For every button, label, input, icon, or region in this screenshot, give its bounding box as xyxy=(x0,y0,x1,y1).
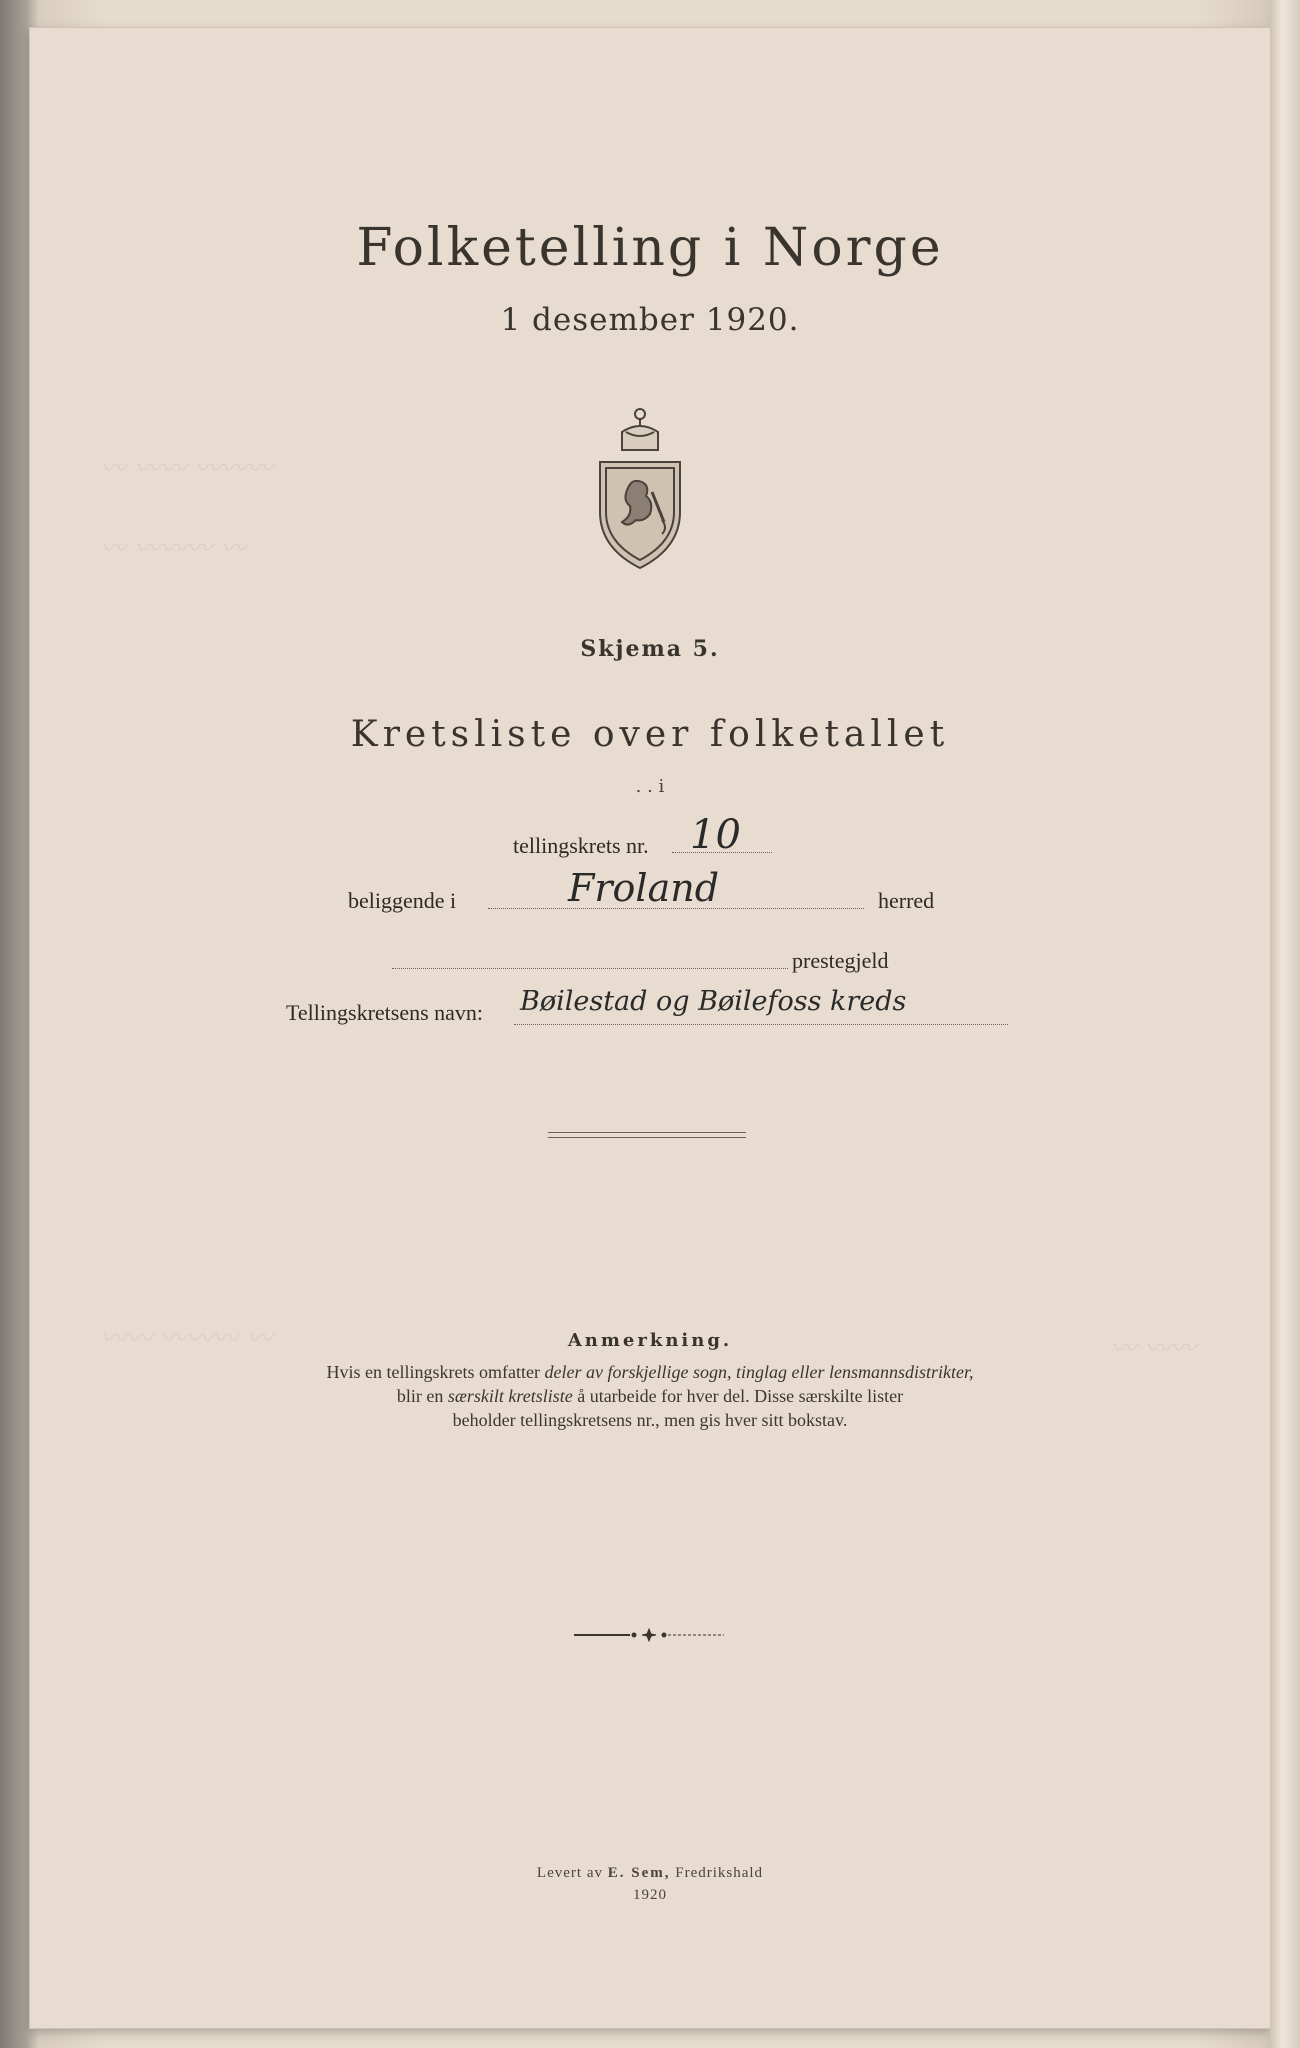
note-line-2-italic: særskilt kretsliste xyxy=(447,1386,573,1406)
note-body xyxy=(0,1360,1300,1432)
note-line-1-text: Hvis en tellingskrets omfatter xyxy=(326,1362,545,1382)
prestegjeld-label: prestegjeld xyxy=(792,948,889,973)
beliggende-label: beliggende i xyxy=(348,888,457,913)
bleed-through-marks: 〰 〰〰 〰〰〰 xyxy=(100,454,273,484)
bleed-through-marks: 〰 〰〰〰 〰 xyxy=(100,534,247,564)
beliggende-value: Froland xyxy=(568,866,720,910)
separator-line xyxy=(548,1137,746,1138)
note-line-1-italic: deler av forskjellige sogn, tinglag eller lensmannsdistrikter, xyxy=(544,1362,974,1382)
schema-number: Skjema 5. xyxy=(580,636,720,662)
printer-city: Fredrikshald xyxy=(670,1865,764,1881)
note-line-2-rest: å utarbeide for hver del. Disse særskilte lister xyxy=(572,1386,904,1406)
separator-line xyxy=(548,1132,746,1133)
page-title: Folketelling i Norge xyxy=(356,218,944,278)
bleed-through-marks: 〰 〰〰 xyxy=(1110,1334,1197,1364)
tellingskrets-value: 10 xyxy=(690,812,741,858)
ornament-divider-icon xyxy=(574,1628,724,1642)
note-title: Anmerkning. xyxy=(567,1330,733,1351)
note-line-3: beholder tellingskretsens nr., men gis hver sitt bokstav. xyxy=(452,1410,848,1430)
note-line-2 xyxy=(0,1384,1300,1408)
printer-line xyxy=(0,1862,1300,1884)
printer-prefix: Levert av xyxy=(536,1865,608,1881)
kretsnavn-value: Bøilestad og Bøilefoss kreds xyxy=(520,986,907,1017)
norwegian-coat-of-arms-icon xyxy=(592,402,688,570)
printer-name: E. Sem, xyxy=(607,1865,671,1881)
i-line: . . i xyxy=(635,776,665,797)
herred-label: herred xyxy=(878,888,935,913)
kretsnavn-label: Tellingskretsens navn: xyxy=(286,1000,484,1025)
printer-year: 1920 xyxy=(633,1887,667,1903)
bleed-through-marks: 〰〰 〰〰〰 〰 xyxy=(100,1324,273,1354)
tellingskrets-label: tellingskrets nr. xyxy=(513,833,649,858)
note-line-1 xyxy=(0,1360,1300,1384)
printer-imprint xyxy=(0,1862,1300,1906)
note-line-2-text: blir en xyxy=(396,1386,448,1406)
form-heading: Kretsliste over folketallet xyxy=(350,714,950,755)
census-date: 1 desember 1920. xyxy=(500,302,800,338)
prestegjeld-line xyxy=(392,968,788,969)
kretsnavn-line xyxy=(514,1024,1008,1025)
